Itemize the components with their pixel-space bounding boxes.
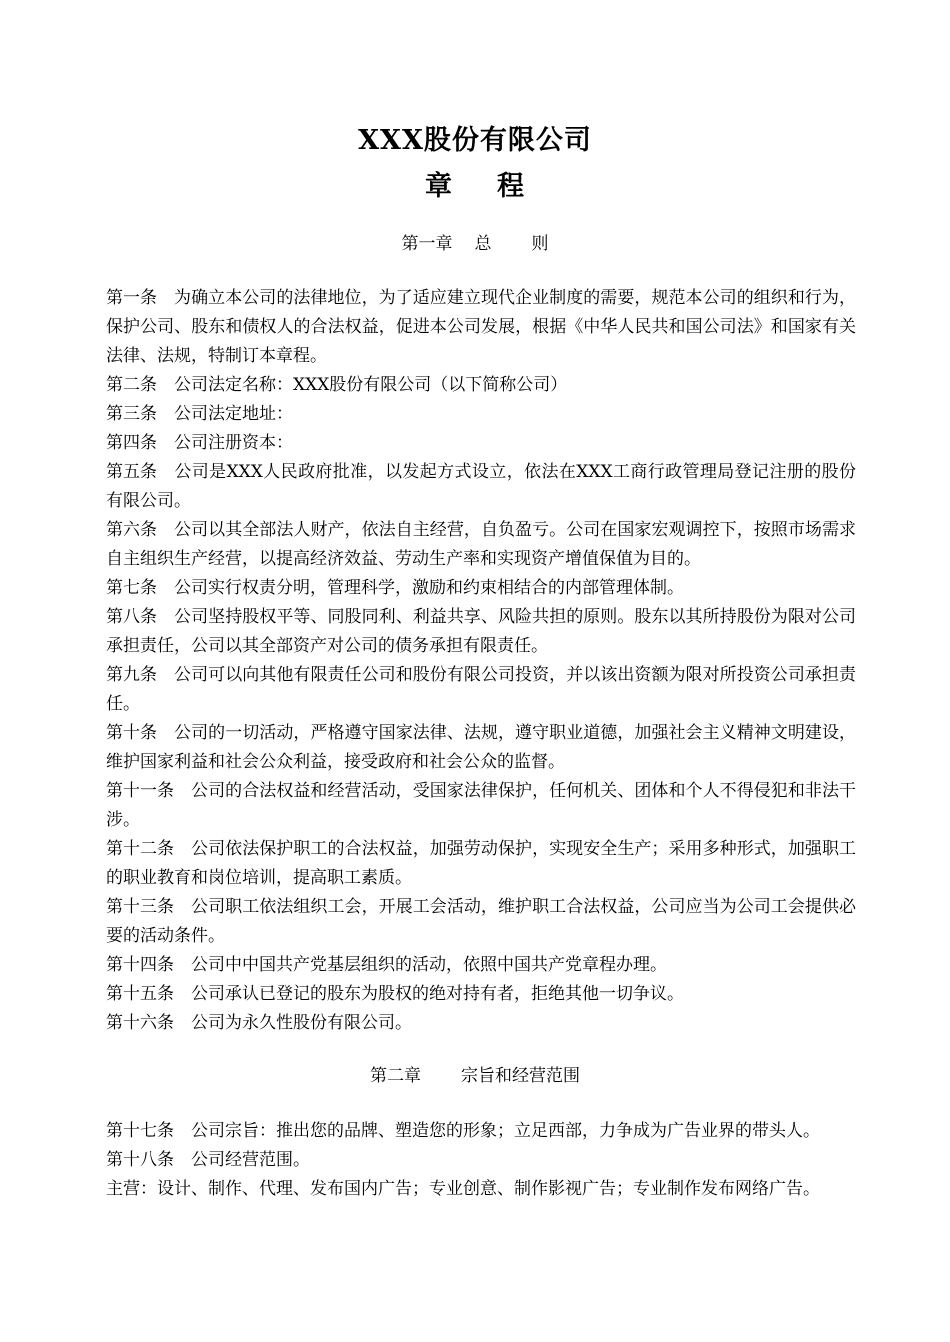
article-text: 公司注册资本： (174, 433, 293, 453)
article-number: 第十条 (106, 723, 157, 743)
article-number: 第七条 (106, 578, 157, 598)
article-number: 第二条 (106, 375, 157, 395)
article-number: 第三条 (106, 404, 157, 424)
article-number: 第十三条 (106, 897, 174, 917)
article-number: 第五条 (106, 462, 157, 482)
article (106, 980, 856, 1009)
main-business: 主营：设计、制作、代理、发布国内广告；专业创意、制作影视广告；专业制作发布网络广告。 (106, 1179, 820, 1199)
article (106, 777, 856, 835)
article-text: 公司经营范围。 (191, 1150, 310, 1170)
article-number: 第十四条 (106, 955, 174, 975)
chapter-1-name-b: 则 (531, 234, 549, 254)
article-text: 公司承认已登记的股东为股权的绝对持有者，拒绝其他一切争议。 (191, 984, 684, 1004)
article-text: 公司法定名称：XXX股份有限公司（以下简称公司） (174, 375, 568, 395)
article (106, 603, 856, 661)
article-number: 第一条 (106, 288, 157, 308)
subtitle-char-1: 章 (425, 171, 453, 202)
chapter-2-name: 宗旨和经营范围 (461, 1066, 580, 1086)
article-text: 公司以其全部法人财产，依法自主经营，自负盈亏。公司在国家宏观调控下，按照市场需求自主组织生产经营，以提高经济效益、劳动生产率和实现资产增值保值为目的。 (106, 520, 856, 569)
article-text: 公司中中国共产党基层组织的活动，依照中国共产党章程办理。 (191, 955, 667, 975)
article-text: 为确立本公司的法律地位，为了适应建立现代企业制度的需要，规范本公司的组织和行为，保护公司、股东和债权人的合法权益，促进本公司发展，根据《中华人民共和国公司法》和国家有关法律、法规，特制订本章程。 (106, 288, 856, 366)
article (106, 400, 856, 429)
article (106, 893, 856, 951)
article-text: 公司的合法权益和经营活动，受国家法律保护，任何机关、团体和个人不得侵犯和非法干涉。 (106, 781, 856, 830)
article-text: 公司职工依法组织工会，开展工会活动，维护职工合法权益，公司应当为公司工会提供必要的活动条件。 (106, 897, 856, 946)
article (106, 516, 856, 574)
article (106, 1146, 856, 1175)
article (106, 371, 856, 400)
article-text: 公司为永久性股份有限公司。 (191, 1013, 412, 1033)
chapter-1-name-a: 总 (474, 234, 492, 254)
article-text: 公司实行权责分明，管理科学，激励和约束相结合的内部管理体制。 (174, 578, 684, 598)
article (106, 284, 856, 371)
article (106, 574, 856, 603)
article (106, 1009, 856, 1038)
article-text: 公司是XXX人民政府批准，以发起方式设立，依法在XXX工商行政管理局登记注册的股份有限公司。 (106, 462, 856, 511)
article-text: 公司依法保护职工的合法权益，加强劳动保护，实现安全生产；采用多种形式，加强职工的职业教育和岗位培训，提高职工素质。 (106, 839, 856, 888)
article (106, 951, 856, 980)
article (106, 661, 856, 719)
article (106, 1117, 856, 1146)
article-number: 第十七条 (106, 1121, 174, 1141)
chapter-1-body (106, 284, 856, 1038)
article-number: 第八条 (106, 607, 157, 627)
article-number: 第四条 (106, 433, 157, 453)
article (106, 458, 856, 516)
article-text: 公司宗旨：推出您的品牌、塑造您的形象；立足西部，力争成为广告业界的带头人。 (191, 1121, 820, 1141)
article (106, 429, 856, 458)
chapter-1-heading (0, 229, 950, 254)
article-number: 第十八条 (106, 1150, 174, 1170)
document-title: XXX股份有限公司 (358, 125, 592, 156)
document-subtitle (0, 164, 950, 203)
article-number: 第六条 (106, 520, 157, 540)
subtitle-char-2: 程 (497, 171, 525, 202)
chapter-2-body (106, 1117, 856, 1204)
article-number: 第十五条 (106, 984, 174, 1004)
article-number: 第九条 (106, 665, 157, 685)
article (106, 719, 856, 777)
article-text: 公司可以向其他有限责任公司和股份有限公司投资，并以该出资额为限对所投资公司承担责任。 (106, 665, 856, 714)
article-text: 公司坚持股权平等、同股同利、利益共享、风险共担的原则。股东以其所持股份为限对公司承担责任，公司以其全部资产对公司的债务承担有限责任。 (106, 607, 856, 656)
article-number: 第十二条 (106, 839, 174, 859)
article-text: 公司法定地址： (174, 404, 293, 424)
chapter-1-number: 第一章 (401, 234, 453, 254)
chapter-2-number: 第二章 (370, 1066, 421, 1086)
article-number: 第十六条 (106, 1013, 174, 1033)
article-number: 第十一条 (106, 781, 174, 801)
chapter-2-heading (0, 1061, 950, 1086)
article (106, 835, 856, 893)
article-text: 公司的一切活动，严格遵守国家法律、法规，遵守职业道德，加强社会主义精神文明建设，维护国家利益和社会公众利益，接受政府和社会公众的监督。 (106, 723, 856, 772)
